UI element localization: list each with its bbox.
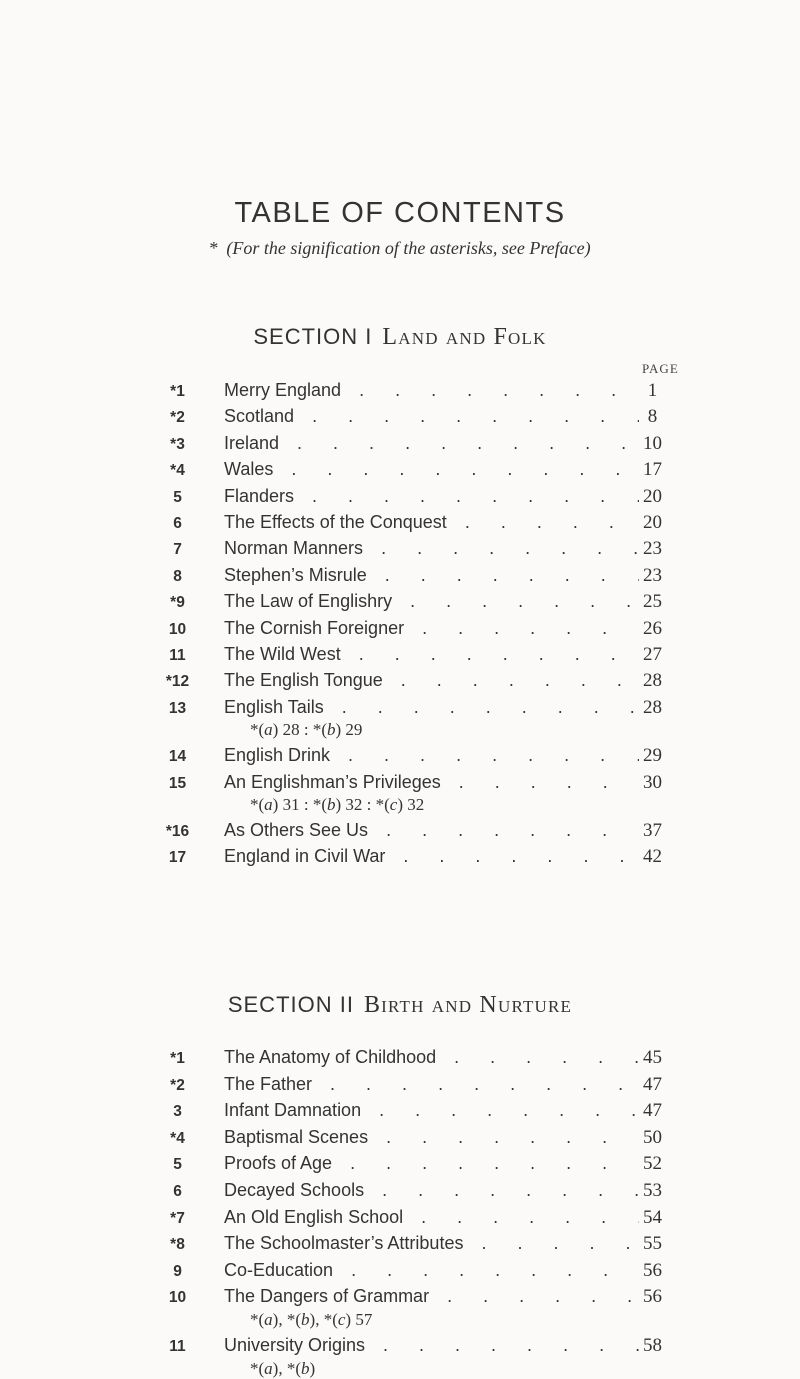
toc-entry[interactable]	[0, 1260, 800, 1288]
entry-number: *4	[170, 1129, 185, 1147]
entry-page-number[interactable]: 23	[643, 564, 662, 586]
entry-title[interactable]: The Schoolmaster’s Attributes .	[224, 1233, 639, 1254]
entry-page-number[interactable]: 10	[643, 432, 662, 454]
section-heading	[0, 324, 800, 351]
entry-page-number[interactable]: 56	[643, 1286, 662, 1308]
toc-entry[interactable]	[0, 670, 800, 698]
entry-number: 15	[168, 774, 187, 792]
asterisk-note-text: (For the signification of the asterisks, see Preface)	[226, 238, 591, 258]
entry-number: 6	[173, 1183, 182, 1200]
entry-number: 11	[169, 1338, 186, 1355]
entry-title[interactable]: Infant Damnation .	[224, 1100, 639, 1121]
entry-number: *1	[170, 1050, 185, 1067]
entry-page-number[interactable]: 37	[643, 820, 662, 841]
toc-entry[interactable]	[0, 1233, 800, 1261]
entry-page-number[interactable]: 29	[643, 745, 662, 767]
section-heading	[0, 992, 800, 1019]
toc-entry[interactable]	[0, 1074, 800, 1102]
entry-title[interactable]: English Tails .	[224, 697, 639, 718]
entry-number: 7	[173, 541, 182, 559]
entry-title[interactable]: English Drink .	[224, 745, 639, 766]
entry-page-number[interactable]: 42	[643, 846, 662, 868]
entry-page-number[interactable]: 20	[643, 512, 662, 533]
entry-number: 13	[168, 699, 187, 717]
section-name: Birth and Nurture	[363, 992, 573, 1018]
entry-number: *2	[170, 1076, 185, 1094]
entry-page-number[interactable]: 27	[643, 644, 662, 665]
toc-entry[interactable]	[0, 644, 800, 672]
entry-title[interactable]: Baptismal Scenes .	[224, 1127, 639, 1148]
entry-title[interactable]: Norman Manners .	[224, 538, 639, 559]
section-label: SECTION I	[253, 324, 373, 349]
entry-title[interactable]: The Effects of the Conquest .	[224, 512, 639, 533]
entry-page-number[interactable]: 25	[643, 591, 662, 613]
toc-entry[interactable]	[0, 459, 800, 487]
entry-number: *8	[170, 1236, 185, 1254]
toc-entry[interactable]	[0, 1100, 800, 1128]
entry-page-number[interactable]: 30	[643, 771, 662, 793]
toc-entry[interactable]	[0, 512, 800, 540]
entry-title[interactable]: Proofs of Age .	[224, 1153, 639, 1174]
entry-title[interactable]: Merry England .	[224, 380, 639, 401]
entry-title[interactable]: Ireland .	[224, 433, 639, 454]
entry-page-number[interactable]: 47	[643, 1100, 662, 1122]
entry-number: *1	[170, 383, 185, 400]
entry-number: *16	[165, 823, 190, 840]
asterisk-note	[0, 238, 800, 259]
entry-page-number[interactable]: 28	[643, 670, 662, 692]
toc-entry[interactable]	[0, 591, 800, 619]
entry-title[interactable]: An Old English School .	[224, 1207, 639, 1228]
entry-title[interactable]: Decayed Schools .	[224, 1180, 639, 1201]
toc-entry[interactable]	[0, 697, 800, 725]
toc-entry[interactable]	[0, 1127, 800, 1155]
entry-page-number[interactable]: 56	[643, 1259, 662, 1281]
entry-page-number[interactable]: 52	[643, 1153, 662, 1175]
toc-entry[interactable]	[0, 433, 800, 461]
entry-subparts: *(a) 28 : *(b) 29	[250, 720, 363, 740]
entry-subparts: *(a), *(b)	[250, 1358, 316, 1378]
entry-title[interactable]: Scotland .	[224, 406, 639, 427]
toc-entry[interactable]	[0, 820, 800, 848]
toc-entry[interactable]	[0, 538, 800, 566]
entry-title[interactable]: As Others See Us .	[224, 820, 639, 841]
toc-entry[interactable]	[0, 745, 800, 773]
entry-title[interactable]: The Law of Englishry .	[224, 591, 639, 612]
entry-title[interactable]: The Father .	[224, 1074, 639, 1095]
entry-number: 10	[168, 1289, 187, 1307]
section-label: SECTION II	[227, 992, 354, 1017]
toc-entry[interactable]	[0, 486, 800, 514]
toc-entry[interactable]	[0, 406, 800, 434]
toc-entry[interactable]	[0, 1047, 800, 1075]
entry-title[interactable]: Co-Education .	[224, 1260, 639, 1281]
entry-page-number[interactable]: 54	[643, 1206, 662, 1228]
entry-page-number[interactable]: 53	[643, 1180, 662, 1201]
entry-title[interactable]: The English Tongue .	[224, 670, 639, 691]
entry-number: 5	[173, 488, 182, 506]
entry-number: 5	[173, 1156, 182, 1174]
entry-title[interactable]: The Anatomy of Childhood .	[224, 1047, 639, 1068]
entry-page-number[interactable]: 55	[643, 1233, 662, 1255]
entry-number: *4	[170, 462, 185, 480]
asterisk-symbol: *	[209, 238, 219, 258]
entry-subparts: *(a), *(b), *(c) 57	[250, 1310, 373, 1329]
page-column-label: PAGE	[642, 361, 679, 376]
toc-entry[interactable]	[0, 1286, 800, 1314]
entry-page-number[interactable]: 20	[643, 485, 662, 507]
entry-page-number[interactable]: 28	[643, 696, 662, 718]
entry-page-number[interactable]: 23	[643, 538, 662, 560]
entry-number: *12	[165, 673, 190, 691]
entry-page-number[interactable]: 1	[647, 380, 658, 401]
entry-number: 14	[168, 748, 187, 766]
entry-title[interactable]: An Englishman’s Privileges .	[224, 772, 639, 793]
entry-title[interactable]: Flanders .	[224, 486, 639, 507]
entry-number: 6	[173, 515, 182, 532]
toc-entry[interactable]	[0, 565, 800, 593]
entry-number: 3	[173, 1103, 182, 1121]
entry-page-number[interactable]: 17	[643, 459, 662, 481]
toc-entry[interactable]	[0, 618, 800, 646]
entry-title[interactable]: The Dangers of Grammar .	[224, 1286, 639, 1307]
toc-entry[interactable]	[0, 1180, 800, 1208]
entry-title[interactable]: Stephen’s Misrule .	[224, 565, 639, 586]
section-name: Land and Folk	[382, 324, 547, 350]
entry-number: 9	[173, 1262, 182, 1280]
entry-subparts: *(a) 31 : *(b) 32 : *(c) 32	[250, 795, 425, 814]
entry-number: *7	[170, 1209, 185, 1227]
entry-title[interactable]: The Wild West .	[224, 644, 639, 665]
toc-entry[interactable]	[0, 846, 800, 874]
entry-number: 10	[168, 620, 187, 638]
entry-number: 17	[168, 849, 187, 867]
entry-number: *9	[170, 594, 185, 612]
entry-title[interactable]: The Cornish Foreigner .	[224, 618, 639, 639]
entry-page-number[interactable]: 8	[647, 406, 658, 428]
entry-page-number[interactable]: 58	[643, 1335, 662, 1356]
page-title: TABLE OF CONTENTS	[234, 197, 566, 229]
entry-page-number[interactable]: 47	[643, 1073, 662, 1095]
entry-title[interactable]: University Origins .	[224, 1335, 639, 1356]
entry-page-number[interactable]: 50	[643, 1126, 662, 1148]
toc-entry[interactable]	[0, 380, 800, 408]
entry-number: 8	[173, 567, 182, 585]
toc-entry[interactable]	[0, 1153, 800, 1181]
entry-number: *3	[170, 435, 185, 453]
entry-page-number[interactable]: 45	[643, 1047, 662, 1068]
entry-number: 11	[169, 647, 186, 664]
toc-entry[interactable]	[0, 1207, 800, 1235]
entry-number: *2	[170, 409, 185, 427]
toc-entry[interactable]	[0, 1335, 800, 1363]
entry-title[interactable]: Wales .	[224, 459, 639, 480]
entry-title[interactable]: England in Civil War .	[224, 846, 639, 867]
entry-page-number[interactable]: 26	[643, 617, 662, 639]
